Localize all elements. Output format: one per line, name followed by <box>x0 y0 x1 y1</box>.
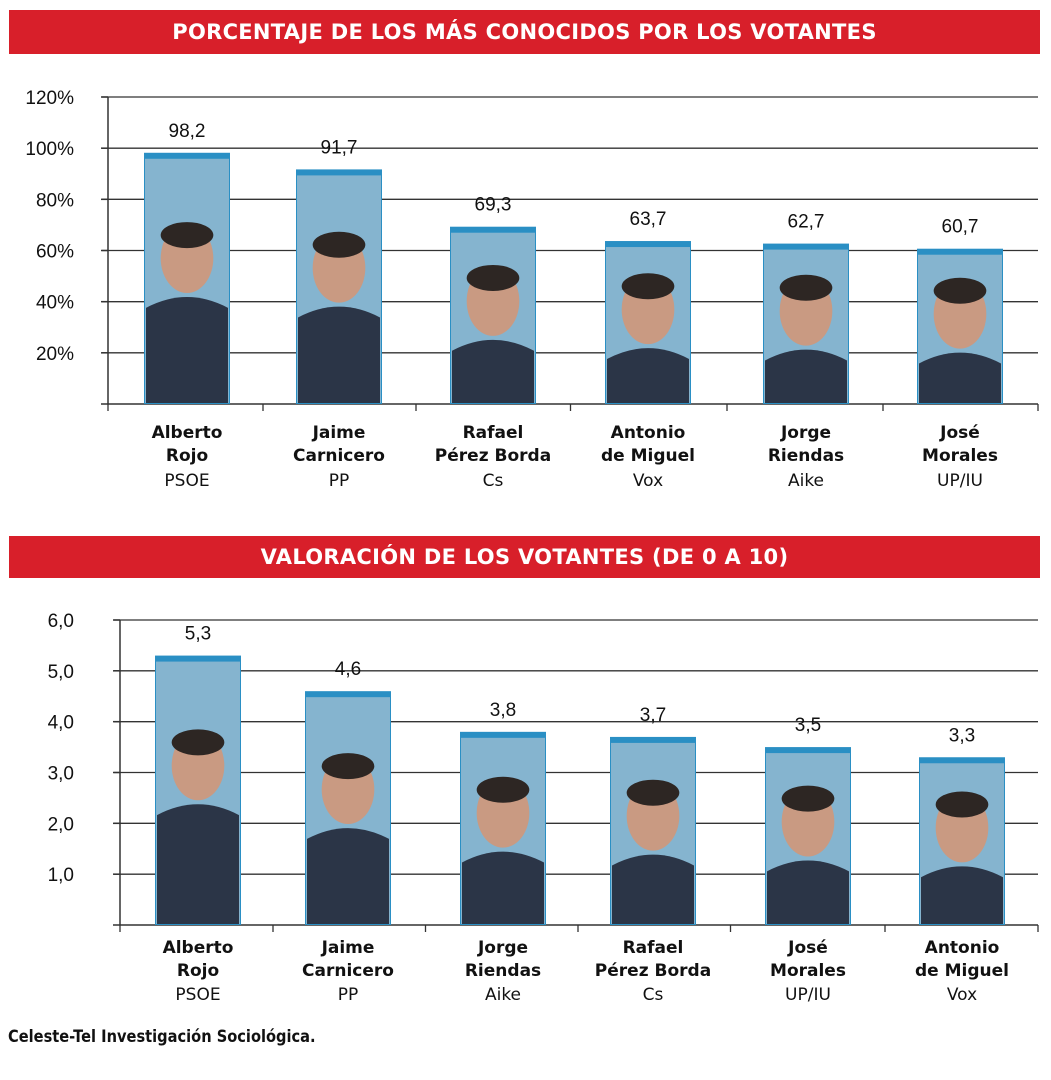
c1-value-label: 62,7 <box>787 211 825 233</box>
c2-value-label: 4,6 <box>334 659 362 681</box>
c2-portrait-photo <box>920 763 1004 924</box>
c2-candidate-name: Antonio <box>924 938 1000 958</box>
c2-candidate-name: José <box>788 938 828 958</box>
c2-candidate-name: Jorge <box>477 938 529 958</box>
c1-value-label: 69,3 <box>474 194 512 216</box>
c1-candidate-name: Rafael <box>462 423 524 443</box>
c2-candidate-party: UP/IU <box>785 985 831 1005</box>
c2-candidate-name: Pérez Borda <box>594 961 712 981</box>
c2-candidate-name: Alberto <box>162 938 234 958</box>
c1-value-label: 91,7 <box>320 137 358 159</box>
c2-candidate-name: Rafael <box>622 938 684 958</box>
c1-candidate-name: José <box>940 423 980 443</box>
c1-value-label: 63,7 <box>629 209 667 231</box>
c2-candidate-name: Jaime <box>321 938 375 958</box>
c2-candidate-name: de Miguel <box>915 961 1009 981</box>
source-credit: Celeste-Tel Investigación Sociológica. <box>8 1027 316 1047</box>
c1-candidate-name: Jorge <box>780 423 832 443</box>
c1-candidate-party: UP/IU <box>937 471 983 491</box>
c2-candidate-party: PP <box>337 985 359 1005</box>
c1-y-tick-label: 100% <box>25 139 74 161</box>
c1-y-tick-label: 40% <box>35 292 74 314</box>
c1-candidate-party: PSOE <box>164 471 210 491</box>
c2-candidate-party: Vox <box>946 985 978 1005</box>
c1-y-tick-label: 120% <box>25 88 74 109</box>
c1-candidate-name: Morales <box>922 446 998 466</box>
c1-value-label: 60,7 <box>941 216 979 238</box>
c2-portrait-photo <box>156 662 240 924</box>
c2-candidate-name: Riendas <box>464 961 542 981</box>
c2-value-label: 3,7 <box>639 704 667 726</box>
c1-candidate-party: Cs <box>482 471 504 491</box>
c1-candidate-party: PP <box>328 471 350 491</box>
c2-portrait-photo <box>461 738 545 924</box>
c1-y-tick-label: 20% <box>35 343 74 365</box>
c2-portrait-photo <box>766 753 850 924</box>
c1-value-label: 98,2 <box>168 120 206 142</box>
c2-value-label: 3,8 <box>489 699 517 721</box>
c1-candidate-name: Riendas <box>767 446 845 466</box>
c1-candidate-name: Rojo <box>165 446 209 466</box>
chart-2-title: VALORACIÓN DE LOS VOTANTES (DE 0 A 10) <box>260 545 789 569</box>
c2-y-tick-label: 6,0 <box>47 611 74 632</box>
c1-candidate-name: de Miguel <box>601 446 695 466</box>
c2-candidate-name: Carnicero <box>302 961 394 981</box>
c2-candidate-party: Aike <box>484 985 522 1005</box>
c1-candidate-name: Pérez Borda <box>434 446 552 466</box>
c1-candidate-name: Antonio <box>610 423 686 443</box>
c1-candidate-name: Jaime <box>312 423 366 443</box>
c2-value-label: 5,3 <box>184 623 212 645</box>
c2-candidate-party: PSOE <box>175 985 221 1005</box>
c1-candidate-party: Aike <box>787 471 825 491</box>
c1-candidate-name: Alberto <box>151 423 223 443</box>
c1-candidate-name: Carnicero <box>293 446 385 466</box>
c2-y-tick-label: 3,0 <box>47 763 74 785</box>
c2-candidate-party: Cs <box>642 985 664 1005</box>
c2-y-tick-label: 5,0 <box>47 661 74 683</box>
c2-value-label: 3,5 <box>794 715 822 737</box>
c2-y-tick-label: 1,0 <box>47 865 74 887</box>
c1-candidate-party: Vox <box>632 471 664 491</box>
c2-portrait-photo <box>611 743 695 924</box>
c1-y-tick-label: 80% <box>35 190 74 212</box>
chart-1-title: PORCENTAJE DE LOS MÁS CONOCIDOS POR LOS VOTANTES <box>172 20 877 44</box>
c2-y-tick-label: 2,0 <box>47 814 74 836</box>
c2-y-tick-label: 4,0 <box>47 712 74 734</box>
c2-candidate-name: Morales <box>770 961 846 981</box>
c2-value-label: 3,3 <box>948 725 976 747</box>
c2-candidate-name: Rojo <box>176 961 220 981</box>
c1-y-tick-label: 60% <box>35 241 74 263</box>
c2-portrait-photo <box>306 697 390 924</box>
